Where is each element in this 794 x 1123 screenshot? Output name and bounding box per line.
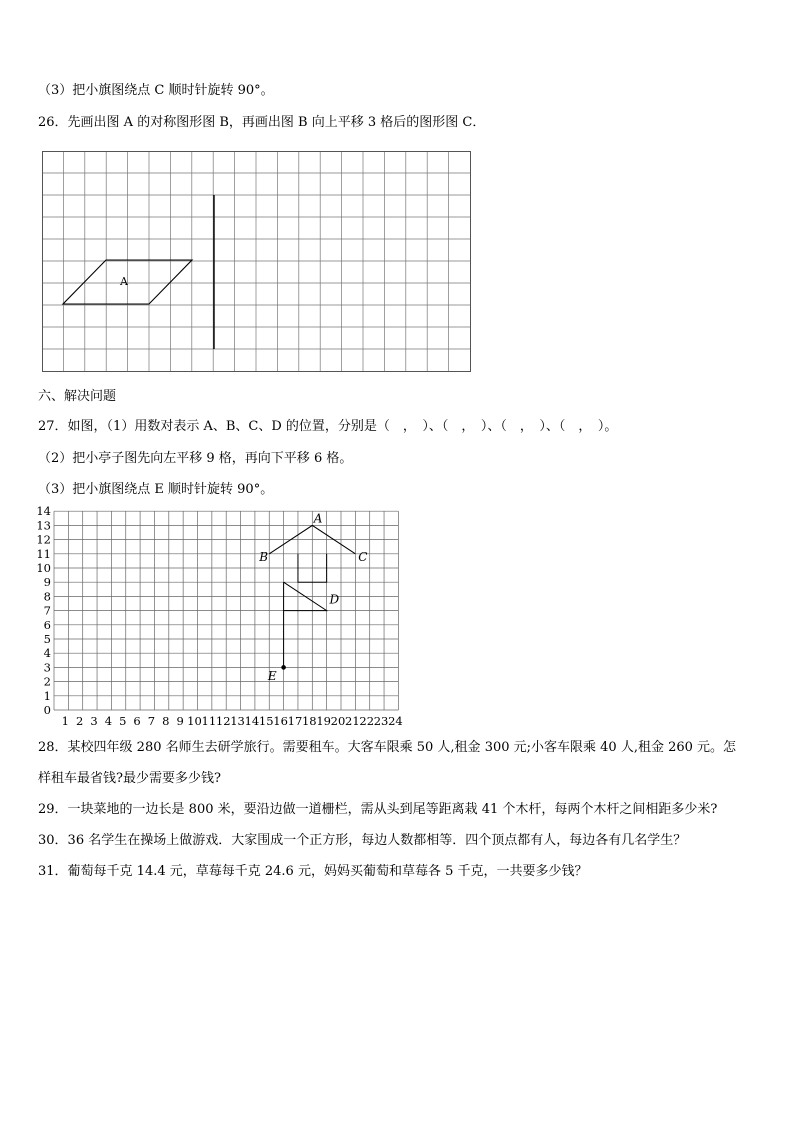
x-tick-label: 16	[273, 714, 288, 728]
y-tick-label: 0	[43, 703, 51, 717]
y-tick-label: 4	[43, 646, 51, 661]
y-tick-label: 2	[43, 674, 51, 689]
x-tick-label: 4	[104, 714, 113, 728]
x-tick-label: 24	[388, 714, 403, 728]
q28-text-line2: 样租车最省钱?最少需要多少钱?	[38, 771, 221, 786]
q26-text: 26．先画出图 A 的对称图形图 B，再画出图 B 向上平移 3 格后的图形图 C．	[38, 115, 486, 130]
x-tick-label: 18	[301, 714, 317, 728]
y-tick-label: 1	[43, 688, 51, 703]
x-tick-label: 14	[244, 714, 260, 728]
x-tick-label: 21	[345, 714, 360, 728]
x-tick-label: 19	[316, 714, 331, 728]
q27-part3-text: （3）把小旗图绕点 E 顺时针旋转 90°。	[38, 482, 274, 497]
x-tick-label: 8	[162, 714, 170, 728]
q25-part3-text: （3）把小旗图绕点 C 顺时针旋转 90°。	[38, 83, 274, 98]
grid-q27	[30, 504, 410, 730]
x-tick-label: 5	[119, 714, 127, 728]
point-d-label: D	[329, 592, 340, 607]
point-e-label: E	[267, 669, 277, 684]
x-tick-label: 7	[147, 714, 156, 728]
grid-q26	[42, 151, 474, 375]
point-a-label: A	[313, 511, 323, 526]
x-tick-label: 23	[373, 714, 389, 728]
x-tick-label: 9	[176, 714, 184, 728]
q27-part2-text: （2）把小亭子图先向左平移 9 格，再向下平移 6 格。	[38, 451, 353, 466]
q31-text: 31．葡萄每千克 14.4 元，草莓每千克 24.6 元，妈妈买葡萄和草莓各 5 千克，一共要多少钱？	[38, 864, 588, 879]
x-tick-label: 6	[133, 714, 141, 728]
y-tick-label: 9	[43, 575, 51, 590]
x-tick-label: 11	[201, 714, 217, 728]
x-tick-label: 22	[359, 714, 375, 728]
x-tick-label: 3	[90, 714, 98, 728]
y-tick-label: 10	[36, 561, 51, 575]
y-tick-label: 6	[43, 617, 51, 632]
y-tick-label: 7	[43, 603, 51, 618]
y-tick-label: 12	[36, 532, 51, 547]
grid-q26-lines	[42, 151, 470, 371]
x-tick-label: 12	[215, 714, 231, 728]
y-tick-label: 8	[43, 589, 51, 604]
x-tick-label: 2	[76, 714, 84, 728]
shape-a-label: A	[120, 275, 128, 288]
q28-text-line1: 28．某校四年级 280 名师生去研学旅行。需要租车。大客车限乘 50 人,租金 300 元;小客车限乘 40 人,租金 260 元。怎	[38, 740, 737, 755]
point-b-label: B	[259, 549, 269, 564]
point-e-dot	[282, 666, 286, 670]
y-tick-label: 14	[36, 504, 51, 519]
q29-text: 29．一块菜地的一边长是 800 米，要沿边做一道栅栏，需从头到尾等距离栽 41 个木杆，每两个木杆之间相距多少米?	[38, 802, 718, 817]
q27-part1-text: 27．如图，（1）用数对表示 A、B、C、D 的位置，分别是（ ， ）、（ ， ）、（ ， ）、（ ， ）。	[38, 419, 618, 434]
section-6-heading: 六、解决问题	[38, 389, 117, 404]
x-tick-label: 20	[330, 714, 346, 728]
x-tick-label: 13	[230, 714, 245, 728]
y-tick-label: 3	[43, 660, 51, 675]
y-tick-label: 11	[36, 546, 51, 561]
y-tick-label: 5	[43, 632, 51, 646]
x-tick-label: 17	[287, 714, 303, 728]
q30-text: 30．36 名学生在操场上做游戏．大家围成一个正方形，每边人数都相等．四个顶点都有人，每边各有几名学生？	[38, 833, 687, 848]
x-tick-label: 15	[258, 714, 274, 728]
x-tick-label: 1	[61, 714, 70, 728]
y-tick-label: 13	[36, 518, 51, 533]
point-c-label: C	[358, 549, 368, 564]
x-tick-label: 10	[187, 714, 202, 728]
